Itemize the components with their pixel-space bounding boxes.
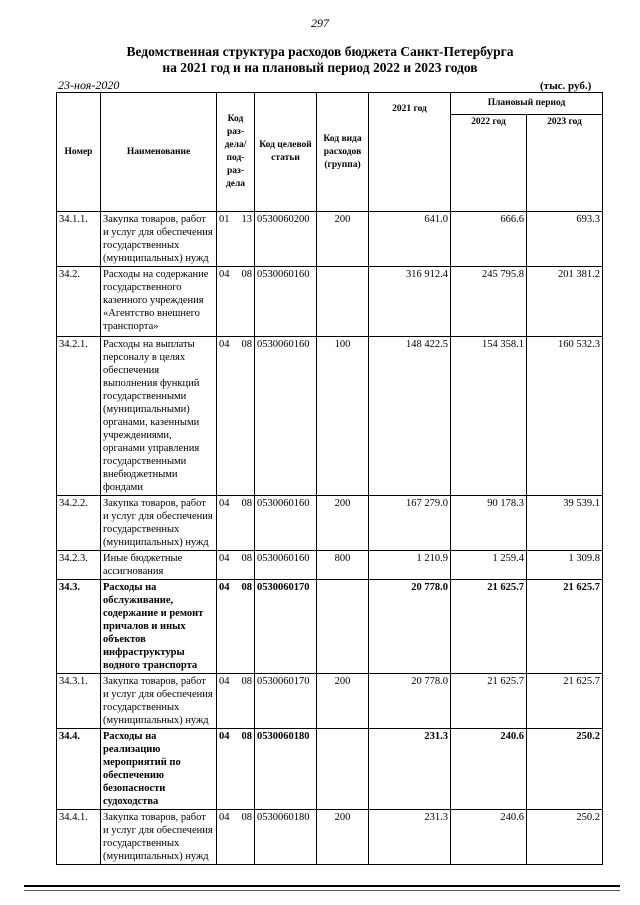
row-section [217, 496, 255, 551]
footer-rule [24, 885, 620, 887]
row-number: 34.2.3. [57, 551, 101, 580]
row-2023: 39 539.1 [527, 496, 603, 551]
row-2023: 201 381.2 [527, 267, 603, 337]
header-expense-type: Код вида расходов (группа) [317, 93, 369, 212]
section-code: 04 [219, 339, 230, 350]
row-section [217, 810, 255, 865]
row-2023: 21 625.7 [527, 580, 603, 674]
row-2023: 21 625.7 [527, 674, 603, 729]
row-number: 34.3.1. [57, 674, 101, 729]
row-section [217, 551, 255, 580]
row-expense-type: 200 [317, 212, 369, 267]
row-expense-type: 100 [317, 337, 369, 496]
section-code: 04 [219, 269, 230, 280]
table-row [57, 337, 603, 496]
document-title [0, 44, 640, 76]
units-label: (тыс. руб.) [540, 80, 592, 92]
section-code: 04 [219, 498, 230, 509]
row-section [217, 674, 255, 729]
row-2023: 160 532.3 [527, 337, 603, 496]
row-2022: 245 795.8 [451, 267, 527, 337]
row-target: 0530060160 [255, 267, 317, 337]
subsection-code: 08 [241, 339, 252, 350]
section-code: 04 [219, 731, 230, 742]
section-code: 04 [219, 553, 230, 564]
section-code: 01 [219, 214, 230, 225]
row-2021: 167 279.0 [369, 496, 451, 551]
row-expense-type: 200 [317, 674, 369, 729]
row-2022: 1 259.4 [451, 551, 527, 580]
row-2023: 250.2 [527, 729, 603, 810]
table-row [57, 551, 603, 580]
header-2021: 2021 год [369, 93, 451, 212]
row-2021: 316 912.4 [369, 267, 451, 337]
row-section [217, 729, 255, 810]
row-target: 0530060170 [255, 580, 317, 674]
subsection-code: 08 [241, 553, 252, 564]
row-expense-type [317, 729, 369, 810]
subsection-code: 08 [241, 812, 252, 823]
header-name: Наименование [101, 93, 217, 212]
row-number: 34.3. [57, 580, 101, 674]
section-code: 04 [219, 582, 230, 593]
row-2022: 240.6 [451, 810, 527, 865]
row-name: Расходы на реализацию мероприятий по обеспечению безопасности судоходства [101, 729, 217, 810]
header-section: Код раз- дела/ под- раз- дела [217, 93, 255, 212]
row-target: 0530060180 [255, 810, 317, 865]
header-target: Код целевой статьи [255, 93, 317, 212]
row-2021: 20 778.0 [369, 674, 451, 729]
table-row [57, 496, 603, 551]
row-target: 0530060160 [255, 551, 317, 580]
header-planned-period: Плановый период [451, 93, 603, 115]
row-target: 0530060180 [255, 729, 317, 810]
row-number: 34.2. [57, 267, 101, 337]
row-2023: 1 309.8 [527, 551, 603, 580]
row-number: 34.4.1. [57, 810, 101, 865]
subsection-code: 08 [241, 498, 252, 509]
row-target: 0530060160 [255, 496, 317, 551]
header-2023: 2023 год [527, 115, 603, 212]
table-row [57, 580, 603, 674]
table-row [57, 212, 603, 267]
row-target: 0530060200 [255, 212, 317, 267]
page-number: 297 [311, 16, 329, 30]
row-2022: 21 625.7 [451, 580, 527, 674]
footer-rule-thin [24, 890, 620, 891]
subsection-code: 13 [241, 214, 252, 225]
table-row [57, 267, 603, 337]
table-row [57, 729, 603, 810]
row-name: Закупка товаров, работ и услуг для обеспечения государственных (муниципальных) нужд [101, 496, 217, 551]
row-2021: 1 210.9 [369, 551, 451, 580]
table-row [57, 674, 603, 729]
title-line-2: на 2021 год и на плановый период 2022 и 2023 годов [162, 60, 478, 75]
row-section [217, 337, 255, 496]
row-target: 0530060160 [255, 337, 317, 496]
row-number: 34.4. [57, 729, 101, 810]
row-2023: 250.2 [527, 810, 603, 865]
document-date: 23-ноя-2020 [58, 78, 120, 92]
table-body [57, 212, 603, 865]
row-2022: 154 358.1 [451, 337, 527, 496]
section-code: 04 [219, 676, 230, 687]
row-name: Расходы на выплаты персоналу в целях обеспечения выполнения функций государственными (муниципальными) органами, казенными учреждениями, органами управления государственными внебюджетными фондами [101, 337, 217, 496]
row-2022: 90 178.3 [451, 496, 527, 551]
row-2021: 231.3 [369, 810, 451, 865]
row-expense-type [317, 580, 369, 674]
row-2021: 148 422.5 [369, 337, 451, 496]
header-2022: 2022 год [451, 115, 527, 212]
row-expense-type [317, 267, 369, 337]
row-number: 34.2.2. [57, 496, 101, 551]
row-2023: 693.3 [527, 212, 603, 267]
header-number: Номер [57, 93, 101, 212]
row-section [217, 580, 255, 674]
row-2022: 240.6 [451, 729, 527, 810]
row-name: Расходы на обслуживание, содержание и ремонт причалов и иных объектов инфраструктуры водного транспорта [101, 580, 217, 674]
row-section [217, 212, 255, 267]
subsection-code: 08 [241, 269, 252, 280]
row-name: Расходы на содержание государственного казенного учреждения «Агентство внешнего транспорта» [101, 267, 217, 337]
row-2022: 666.6 [451, 212, 527, 267]
row-name: Закупка товаров, работ и услуг для обеспечения государственных (муниципальных) нужд [101, 810, 217, 865]
row-2021: 231.3 [369, 729, 451, 810]
row-number: 34.2.1. [57, 337, 101, 496]
row-target: 0530060170 [255, 674, 317, 729]
subsection-code: 08 [241, 676, 252, 687]
row-expense-type: 800 [317, 551, 369, 580]
row-name: Иные бюджетные ассигнования [101, 551, 217, 580]
table-row [57, 810, 603, 865]
title-line-1: Ведомственная структура расходов бюджета Санкт-Петербурга [126, 44, 514, 59]
row-name: Закупка товаров, работ и услуг для обеспечения государственных (муниципальных) нужд [101, 674, 217, 729]
row-2021: 641.0 [369, 212, 451, 267]
row-name: Закупка товаров, работ и услуг для обеспечения государственных (муниципальных) нужд [101, 212, 217, 267]
row-number: 34.1.1. [57, 212, 101, 267]
subsection-code: 08 [241, 582, 252, 593]
row-expense-type: 200 [317, 496, 369, 551]
budget-table [56, 92, 603, 865]
row-2021: 20 778.0 [369, 580, 451, 674]
row-2022: 21 625.7 [451, 674, 527, 729]
row-section [217, 267, 255, 337]
subsection-code: 08 [241, 731, 252, 742]
row-expense-type: 200 [317, 810, 369, 865]
section-code: 04 [219, 812, 230, 823]
